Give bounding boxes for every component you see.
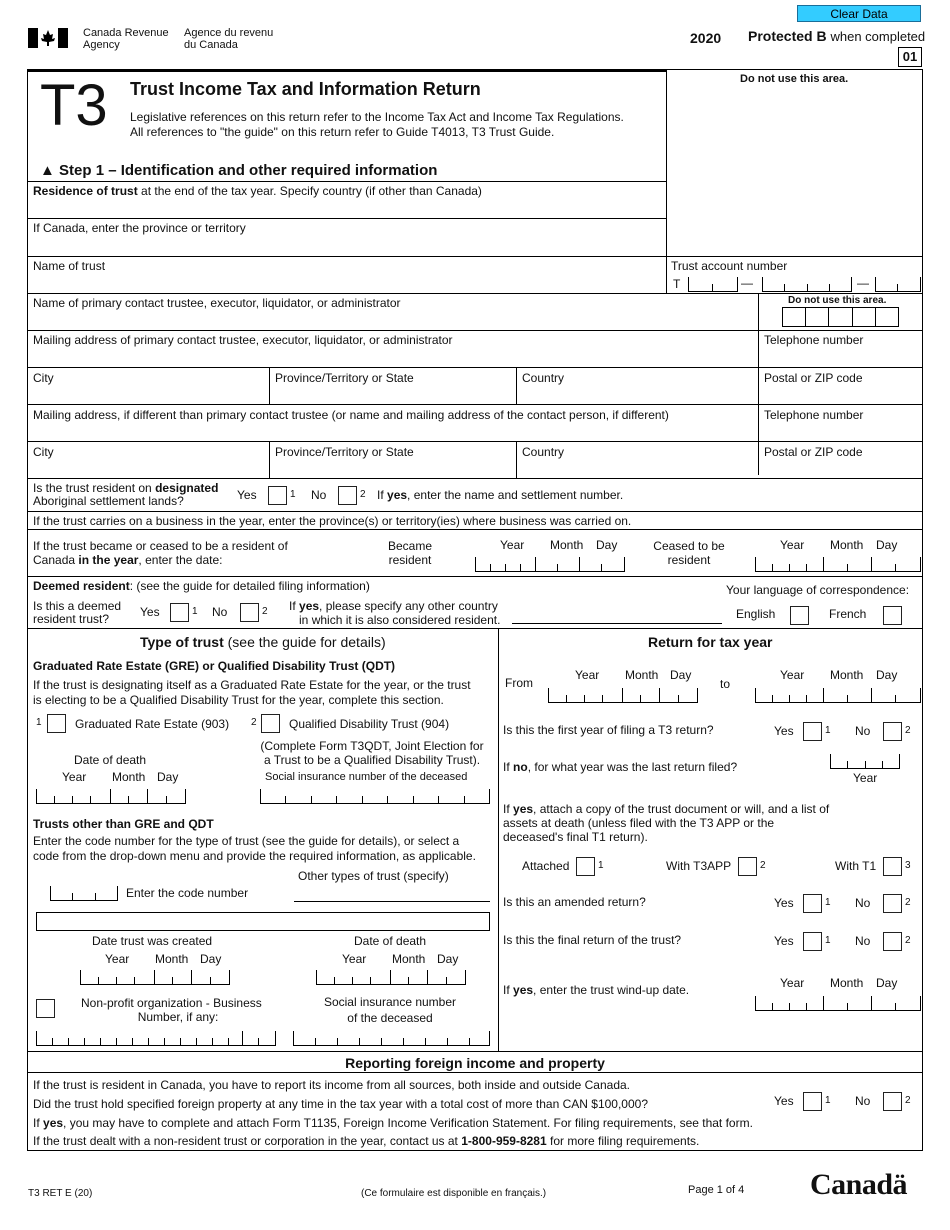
col-year-label: Year bbox=[780, 538, 805, 552]
tax-year-from-input[interactable] bbox=[548, 689, 698, 703]
col-month-label: Month bbox=[392, 952, 426, 966]
final-yes-label: Yes bbox=[774, 934, 794, 948]
option-number: 2 bbox=[905, 935, 911, 946]
deemed-no-checkbox[interactable] bbox=[240, 603, 259, 622]
attached-label: Attached bbox=[522, 859, 570, 873]
amended-yes-label: Yes bbox=[774, 896, 794, 910]
foreign-property-question: Did the trust hold specified foreign property at any time in the tax year with a total cost of more than CAN $100,000? bbox=[33, 1097, 648, 1111]
attach-documents-text: If yes, attach a copy of the trust document or will, and a list of assets at death (unless filed with the T3 APP or the deceased's final T1 return). bbox=[503, 802, 830, 844]
col-month-label: Month bbox=[830, 976, 864, 990]
alt-province-state-input[interactable] bbox=[272, 460, 513, 476]
first-year-yes-label: Yes bbox=[774, 724, 794, 738]
trust-account-label: Trust account number bbox=[671, 259, 788, 273]
page-number: Page 1 of 4 bbox=[688, 1184, 745, 1196]
french-label: French bbox=[829, 607, 867, 621]
country-input[interactable] bbox=[519, 386, 755, 402]
business-number-input[interactable] bbox=[36, 1032, 276, 1046]
gre-text: If the trust is designating itself as a Graduated Rate Estate for the year, or the trust is electing to be a Qualified Disability Trust for the year, complete this section. bbox=[33, 678, 471, 707]
alt-mailing-input[interactable] bbox=[30, 424, 754, 440]
other-trusts-text: Enter the code number for the type of trust (see the guide for details), or select a code from the drop-down menu and provide the required information, as applicable. bbox=[33, 834, 476, 863]
mailing-address-input[interactable] bbox=[30, 349, 754, 365]
final-return-question: Is this the final return of the trust? bbox=[503, 933, 682, 947]
col-month-label: Month bbox=[830, 668, 864, 682]
option-number: 1 bbox=[825, 897, 831, 908]
foreign-yes-label: Yes bbox=[774, 1094, 794, 1108]
protected-b-label: Protected B when completed bbox=[748, 28, 926, 44]
trust-account-input-2[interactable] bbox=[762, 278, 852, 292]
alt-city-input[interactable] bbox=[30, 460, 266, 476]
npo-label: Non-profit organization - Business Number, if any: bbox=[81, 996, 262, 1024]
agency-name-en: Canada Revenue Agency bbox=[83, 27, 169, 51]
windup-date-text: If yes, enter the trust wind-up date. bbox=[503, 983, 690, 997]
option-number: 1 bbox=[825, 935, 831, 946]
deemed-yes-checkbox[interactable] bbox=[170, 603, 189, 622]
type-of-trust-heading: Type of trust (see the guide for details) bbox=[140, 634, 386, 650]
date-created-label: Date trust was created bbox=[92, 934, 213, 948]
col-year-label: Year bbox=[780, 976, 805, 990]
alt-city-label: City bbox=[33, 445, 54, 459]
col-month-label: Month bbox=[550, 538, 584, 552]
canada-flag-icon bbox=[28, 28, 68, 48]
clear-data-button[interactable]: Clear Data bbox=[797, 5, 921, 22]
col-year-label: Year bbox=[853, 771, 878, 785]
do-not-use-small-label: Do not use this area. bbox=[788, 295, 887, 306]
option-number: 1 bbox=[290, 489, 296, 500]
trust-type-dropdown[interactable] bbox=[36, 912, 490, 931]
cra-use-boxes bbox=[782, 307, 899, 327]
designated-lands-question: Is the trust resident on designated Aboriginal settlement lands? bbox=[33, 481, 219, 508]
code-number-input[interactable] bbox=[50, 887, 118, 901]
enter-code-label: Enter the code number bbox=[126, 886, 249, 900]
city-input[interactable] bbox=[30, 386, 266, 402]
designated-no-checkbox[interactable] bbox=[338, 486, 357, 505]
option-number: 2 bbox=[760, 860, 766, 871]
qdt-option-label: Qualified Disability Trust (904) bbox=[289, 717, 450, 731]
other-sin-input[interactable] bbox=[293, 1032, 490, 1046]
col-day-label: Day bbox=[437, 952, 459, 966]
col-year-label: Year bbox=[575, 668, 600, 682]
foreign-no-checkbox[interactable] bbox=[883, 1092, 902, 1111]
option-number: 1 bbox=[36, 717, 42, 728]
primary-contact-input[interactable] bbox=[30, 312, 754, 328]
alt-telephone-input[interactable] bbox=[762, 424, 920, 440]
last-return-year-input[interactable] bbox=[830, 755, 900, 769]
contact-phone: 1-800-959-8281 bbox=[461, 1134, 547, 1148]
residence-input[interactable] bbox=[30, 200, 664, 216]
col-day-label: Day bbox=[876, 668, 898, 682]
alt-province-state-label: Province/Territory or State bbox=[275, 445, 414, 459]
province-state-label: Province/Territory or State bbox=[275, 371, 414, 385]
with-t1-label: With T1 bbox=[835, 859, 877, 873]
foreign-line-4: If the trust dealt with a non-resident trust or corporation in the year, contact us at 1-800-959-8281 for more filing requirements. bbox=[33, 1134, 700, 1148]
col-month-label: Month bbox=[830, 538, 864, 552]
french-checkbox[interactable] bbox=[883, 606, 902, 625]
option-number: 2 bbox=[905, 725, 911, 736]
gre-sin-input[interactable] bbox=[260, 790, 490, 804]
other-types-input[interactable] bbox=[294, 886, 490, 902]
option-number: 1 bbox=[598, 860, 604, 871]
intro-text: Legislative references on this return refer to the Income Tax Act and Income Tax Regulations. All references to "the guide" on this return refer to Guide T4013, T3 Trust Guide. bbox=[130, 110, 624, 139]
qdt-checkbox[interactable] bbox=[261, 714, 280, 733]
foreign-heading: Reporting foreign income and property bbox=[345, 1055, 605, 1071]
windup-date-input[interactable] bbox=[755, 997, 921, 1011]
province-state-input[interactable] bbox=[272, 386, 513, 402]
option-number: 2 bbox=[262, 606, 268, 617]
other-trusts-heading: Trusts other than GRE and QDT bbox=[33, 817, 214, 831]
to-label: to bbox=[720, 677, 731, 691]
english-checkbox[interactable] bbox=[790, 606, 809, 625]
first-year-no-label: No bbox=[855, 724, 871, 738]
qdt-note: (Complete Form T3QDT, Joint Election for a Trust to be a Qualified Disability Trust). bbox=[260, 739, 484, 767]
step1-heading: ▲ Step 1 – Identification and other required information bbox=[40, 162, 438, 179]
do-not-use-area-label: Do not use this area. bbox=[740, 73, 849, 85]
trust-account-prefix: T bbox=[673, 277, 681, 291]
alt-country-input[interactable] bbox=[519, 460, 755, 476]
col-month-label: Month bbox=[625, 668, 659, 682]
ceased-resident-date-input[interactable] bbox=[755, 558, 921, 572]
name-of-trust-label: Name of trust bbox=[33, 259, 106, 273]
primary-contact-label: Name of primary contact trustee, executor, liquidator, or administrator bbox=[33, 296, 401, 310]
date-created-input[interactable] bbox=[80, 971, 230, 985]
business-provinces-label: If the trust carries on a business in the year, enter the province(s) or territory(ies) where business was carried on. bbox=[33, 514, 632, 528]
col-year-label: Year bbox=[780, 668, 805, 682]
telephone-label: Telephone number bbox=[764, 333, 864, 347]
first-year-question: Is this the first year of filing a T3 return? bbox=[503, 723, 714, 737]
designated-if-yes-text: If yes, enter the name and settlement number. bbox=[377, 488, 624, 502]
foreign-line-3: If yes, you may have to complete and attach Form T1135, Foreign Income Verification Statement. For filing requirements, see that form. bbox=[33, 1116, 753, 1130]
gre-heading: Graduated Rate Estate (GRE) or Qualified Disability Trust (QDT) bbox=[33, 659, 396, 673]
form-code: T3 bbox=[40, 73, 108, 138]
col-day-label: Day bbox=[876, 976, 898, 990]
became-resident-date-input[interactable] bbox=[475, 558, 625, 572]
col-year-label: Year bbox=[500, 538, 525, 552]
form-id-code: T3 RET E (20) bbox=[28, 1188, 93, 1199]
language-label: Your language of correspondence: bbox=[726, 583, 910, 597]
form-page-code: 01 bbox=[898, 47, 922, 67]
became-resident-question: If the trust became or ceased to be a resident of Canada in the year, enter the date: bbox=[33, 539, 288, 567]
english-label: English bbox=[736, 607, 776, 621]
triangle-icon: ▲ bbox=[40, 162, 55, 179]
npo-checkbox[interactable] bbox=[36, 999, 55, 1018]
option-number: 1 bbox=[192, 606, 198, 617]
other-date-of-death-input[interactable] bbox=[316, 971, 466, 985]
from-label: From bbox=[505, 676, 533, 690]
designated-yes-checkbox[interactable] bbox=[268, 486, 287, 505]
ceased-resident-label: Ceased to be resident bbox=[653, 539, 725, 567]
gre-date-of-death-input[interactable] bbox=[36, 790, 186, 804]
residence-label: Residence of trust at the end of the tax year. Specify country (if other than Canada) bbox=[33, 184, 482, 198]
gre-sin-label: Social insurance number of the deceased bbox=[265, 771, 468, 783]
amended-no-checkbox[interactable] bbox=[883, 894, 902, 913]
province-question: If Canada, enter the province or territory bbox=[33, 221, 246, 235]
other-sin-label: Social insurance number of the deceased bbox=[323, 995, 457, 1025]
name-of-trust-input[interactable] bbox=[30, 274, 664, 290]
country-label: Country bbox=[522, 371, 565, 385]
postal-code-input[interactable] bbox=[762, 386, 920, 402]
return-tax-year-heading: Return for tax year bbox=[648, 634, 773, 650]
foreign-no-label: No bbox=[855, 1094, 871, 1108]
first-year-no-checkbox[interactable] bbox=[883, 722, 902, 741]
designated-yes-label: Yes bbox=[237, 488, 257, 502]
agency-name-fr: Agence du revenu du Canada bbox=[184, 27, 274, 51]
trust-account-input[interactable] bbox=[688, 278, 738, 292]
form-title: Trust Income Tax and Information Return bbox=[130, 79, 481, 99]
gre-checkbox[interactable] bbox=[47, 714, 66, 733]
col-month-label: Month bbox=[112, 770, 146, 784]
alt-postal-code-input[interactable] bbox=[762, 460, 920, 476]
final-yes-checkbox[interactable] bbox=[803, 932, 822, 951]
foreign-line-1: If the trust is resident in Canada, you have to report its income from all sources, both inside and outside Canada. bbox=[33, 1078, 630, 1092]
deemed-other-country-input[interactable] bbox=[512, 608, 722, 624]
deemed-no-label: No bbox=[212, 605, 228, 619]
dash-separator: — bbox=[741, 276, 753, 290]
gre-option-label: Graduated Rate Estate (903) bbox=[75, 717, 230, 731]
foreign-yes-checkbox[interactable] bbox=[803, 1092, 822, 1111]
deemed-yes-label: Yes bbox=[140, 605, 160, 619]
province-input[interactable] bbox=[30, 237, 664, 253]
final-no-checkbox[interactable] bbox=[883, 932, 902, 951]
became-resident-label: Became resident bbox=[387, 539, 433, 567]
deemed-question: Is this a deemed resident trust? bbox=[33, 599, 122, 626]
city-label: City bbox=[33, 371, 54, 385]
dash-separator-2: — bbox=[857, 276, 869, 290]
tax-year-to-input[interactable] bbox=[755, 689, 921, 703]
with-t3app-checkbox[interactable] bbox=[738, 857, 757, 876]
option-number: 2 bbox=[905, 1095, 911, 1106]
col-day-label: Day bbox=[157, 770, 179, 784]
with-t1-checkbox[interactable] bbox=[883, 857, 902, 876]
option-number: 1 bbox=[825, 1095, 831, 1106]
postal-code-label: Postal or ZIP code bbox=[764, 371, 863, 385]
col-day-label: Day bbox=[876, 538, 898, 552]
final-no-label: No bbox=[855, 934, 871, 948]
col-day-label: Day bbox=[670, 668, 692, 682]
option-number: 2 bbox=[360, 489, 366, 500]
other-types-label: Other types of trust (specify) bbox=[298, 869, 449, 883]
option-number: 3 bbox=[905, 860, 911, 871]
with-t3app-label: With T3APP bbox=[666, 859, 732, 873]
other-date-of-death-label: Date of death bbox=[354, 934, 427, 948]
col-year-label: Year bbox=[62, 770, 87, 784]
amended-no-label: No bbox=[855, 896, 871, 910]
alt-country-label: Country bbox=[522, 445, 565, 459]
option-number: 2 bbox=[251, 717, 257, 728]
amended-question: Is this an amended return? bbox=[503, 895, 646, 909]
amended-yes-checkbox[interactable] bbox=[803, 894, 822, 913]
mailing-address-label: Mailing address of primary contact trustee, executor, liquidator, or administrator bbox=[33, 333, 453, 347]
deemed-resident-heading: Deemed resident: (see the guide for detailed filing information) bbox=[33, 579, 370, 593]
trust-account-input-3[interactable] bbox=[875, 278, 921, 292]
first-year-yes-checkbox[interactable] bbox=[803, 722, 822, 741]
deemed-if-yes-text: If yes, please specify any other country in which it is also considered resident. bbox=[289, 599, 501, 627]
designated-no-label: No bbox=[311, 488, 327, 502]
col-year-label: Year bbox=[342, 952, 367, 966]
alt-postal-code-label: Postal or ZIP code bbox=[764, 445, 863, 459]
french-availability-note: (Ce formulaire est disponible en français.) bbox=[361, 1188, 547, 1199]
canada-wordmark: Canadä bbox=[810, 1168, 908, 1201]
gre-date-of-death-label: Date of death bbox=[74, 753, 147, 767]
telephone-input[interactable] bbox=[762, 349, 920, 365]
col-year-label: Year bbox=[105, 952, 130, 966]
col-day-label: Day bbox=[596, 538, 618, 552]
tax-year: 2020 bbox=[690, 30, 722, 46]
col-day-label: Day bbox=[200, 952, 222, 966]
last-return-question: If no, for what year was the last return filed? bbox=[503, 760, 738, 774]
alt-mailing-label: Mailing address, if different than primary contact trustee (or name and mailing address of the contact person, if different) bbox=[33, 408, 669, 422]
attached-checkbox[interactable] bbox=[576, 857, 595, 876]
option-number: 1 bbox=[825, 725, 831, 736]
col-month-label: Month bbox=[155, 952, 189, 966]
option-number: 2 bbox=[905, 897, 911, 908]
alt-telephone-label: Telephone number bbox=[764, 408, 864, 422]
